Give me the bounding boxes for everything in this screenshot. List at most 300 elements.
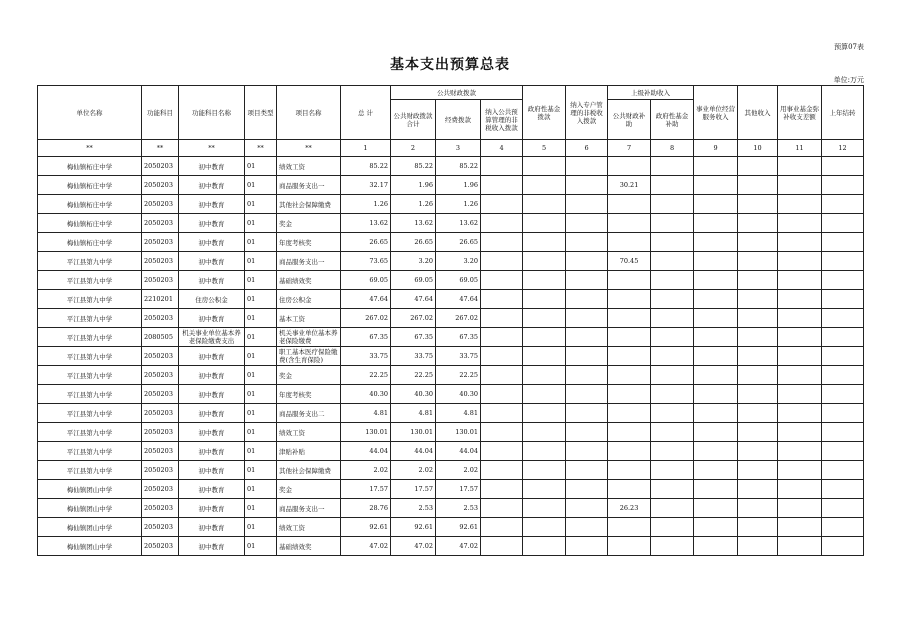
other-income-cell [738,157,778,176]
func-code-cell: 2050203 [142,233,179,252]
total-cell: 32.17 [341,176,391,195]
other-income-cell [738,518,778,537]
reserve-fund-cell [778,423,822,442]
item-type-cell: 01 [245,442,277,461]
item-name-cell: 津贴补贴 [277,442,341,461]
other-income-cell [738,271,778,290]
unit-name-cell: 平江县第九中学 [38,252,142,271]
func-name-cell: 初中教育 [179,176,245,195]
item-type-cell: 01 [245,271,277,290]
item-type-cell: 01 [245,480,277,499]
other-income-cell [738,461,778,480]
table-row [38,176,864,195]
item-name-cell: 绩效工资 [277,157,341,176]
reserve-fund-cell [778,157,822,176]
unit-name-cell: 梅仙镇柘庄中学 [38,157,142,176]
other-income-cell [738,442,778,461]
item-type-cell: 01 [245,214,277,233]
sup-fund-cell [651,518,694,537]
index-cell: 7 [608,140,651,157]
pf-subtotal-cell: 2.02 [391,461,436,480]
item-name-cell: 基础绩效奖 [277,271,341,290]
pf-funds-cell: 17.57 [436,480,481,499]
total-cell: 28.76 [341,499,391,518]
header-business-income: 事业单位经营服务收入 [694,86,738,140]
other-income-cell [738,347,778,366]
unit-name-cell: 平江县第九中学 [38,385,142,404]
table-code-label: 预算07表 [834,43,864,51]
gov-fund-cell [523,518,566,537]
carryover-cell [822,404,864,423]
item-name-cell: 奖金 [277,366,341,385]
total-cell: 92.61 [341,518,391,537]
sup-fund-cell [651,480,694,499]
item-type-cell: 01 [245,290,277,309]
pf-subtotal-cell: 26.65 [391,233,436,252]
carryover-cell [822,309,864,328]
func-name-cell: 初中教育 [179,195,245,214]
total-cell: 1.26 [341,195,391,214]
gov-fund-cell [523,309,566,328]
pf-funds-cell: 47.64 [436,290,481,309]
special-account-cell [566,366,608,385]
gov-fund-cell [523,214,566,233]
func-code-cell: 2050203 [142,347,179,366]
sup-public-cell [608,195,651,214]
index-row [38,140,864,157]
reserve-fund-cell [778,328,822,347]
special-account-cell [566,442,608,461]
reserve-fund-cell [778,347,822,366]
header-pf-funds: 经费拨款 [436,100,481,140]
business-income-cell [694,157,738,176]
gov-fund-cell [523,404,566,423]
gov-fund-cell [523,423,566,442]
header-item-name: 项目名称 [277,86,341,140]
sup-fund-cell [651,309,694,328]
pf-nontax-cell [481,176,523,195]
carryover-cell [822,461,864,480]
reserve-fund-cell [778,252,822,271]
index-cell: 10 [738,140,778,157]
item-name-cell: 绩效工资 [277,423,341,442]
reserve-fund-cell [778,499,822,518]
total-cell: 44.04 [341,442,391,461]
header-total: 总 计 [341,86,391,140]
item-type-cell: 01 [245,176,277,195]
sup-public-cell: 26.23 [608,499,651,518]
gov-fund-cell [523,195,566,214]
carryover-cell [822,290,864,309]
pf-subtotal-cell: 1.96 [391,176,436,195]
item-name-cell: 奖金 [277,214,341,233]
func-code-cell: 2050203 [142,176,179,195]
func-code-cell: 2050203 [142,518,179,537]
func-name-cell: 初中教育 [179,518,245,537]
business-income-cell [694,347,738,366]
item-type-cell: 01 [245,347,277,366]
sup-public-cell [608,233,651,252]
item-type-cell: 01 [245,233,277,252]
business-income-cell [694,195,738,214]
sup-public-cell [608,214,651,233]
func-code-cell: 2050203 [142,366,179,385]
item-name-cell: 其他社会保障缴费 [277,195,341,214]
sup-public-cell [608,518,651,537]
gov-fund-cell [523,385,566,404]
item-type-cell: 01 [245,366,277,385]
unit-name-cell: 平江县第九中学 [38,366,142,385]
carryover-cell [822,480,864,499]
func-code-cell: 2050203 [142,385,179,404]
pf-funds-cell: 130.01 [436,423,481,442]
pf-nontax-cell [481,442,523,461]
total-cell: 73.65 [341,252,391,271]
unit-name-cell: 平江县第九中学 [38,328,142,347]
pf-nontax-cell [481,252,523,271]
special-account-cell [566,176,608,195]
table-row [38,252,864,271]
pf-nontax-cell [481,309,523,328]
other-income-cell [738,499,778,518]
item-type-cell: 01 [245,328,277,347]
func-code-cell: 2050203 [142,442,179,461]
carryover-cell [822,518,864,537]
special-account-cell [566,309,608,328]
sup-fund-cell [651,214,694,233]
gov-fund-cell [523,461,566,480]
func-code-cell: 2050203 [142,404,179,423]
special-account-cell [566,195,608,214]
carryover-cell [822,366,864,385]
func-name-cell: 初中教育 [179,233,245,252]
total-cell: 17.57 [341,480,391,499]
reserve-fund-cell [778,461,822,480]
gov-fund-cell [523,328,566,347]
reserve-fund-cell [778,176,822,195]
sup-public-cell [608,290,651,309]
sup-public-cell [608,537,651,556]
item-type-cell: 01 [245,499,277,518]
pf-nontax-cell [481,423,523,442]
func-code-cell: 2050203 [142,271,179,290]
func-code-cell: 2050203 [142,423,179,442]
func-code-cell: 2050203 [142,499,179,518]
header-sup-fund: 政府性基金补助 [651,100,694,140]
pf-subtotal-cell: 67.35 [391,328,436,347]
total-cell: 47.64 [341,290,391,309]
other-income-cell [738,252,778,271]
func-name-cell: 初中教育 [179,347,245,366]
header-func-name: 功能科目名称 [179,86,245,140]
pf-funds-cell: 1.96 [436,176,481,195]
func-code-cell: 2050203 [142,537,179,556]
item-name-cell: 职工基本医疗保险缴费(含生育保险) [277,347,341,366]
budget-table [37,85,864,556]
table-row [38,309,864,328]
special-account-cell [566,385,608,404]
reserve-fund-cell [778,537,822,556]
other-income-cell [738,366,778,385]
pf-subtotal-cell: 13.62 [391,214,436,233]
index-cell: 3 [436,140,481,157]
index-cell: 11 [778,140,822,157]
pf-nontax-cell [481,499,523,518]
business-income-cell [694,518,738,537]
pf-funds-cell: 67.35 [436,328,481,347]
pf-nontax-cell [481,195,523,214]
pf-funds-cell: 92.61 [436,518,481,537]
unit-name-cell: 梅仙镇团山中学 [38,537,142,556]
pf-nontax-cell [481,214,523,233]
special-account-cell [566,328,608,347]
header-sup-public: 公共财政补助 [608,100,651,140]
carryover-cell [822,442,864,461]
func-code-cell: 2050203 [142,309,179,328]
sup-public-cell [608,309,651,328]
gov-fund-cell [523,233,566,252]
pf-funds-cell: 26.65 [436,233,481,252]
gov-fund-cell [523,347,566,366]
table-row [38,499,864,518]
business-income-cell [694,214,738,233]
unit-name-cell: 平江县第九中学 [38,347,142,366]
carryover-cell [822,214,864,233]
pf-subtotal-cell: 47.02 [391,537,436,556]
pf-funds-cell: 2.02 [436,461,481,480]
total-cell: 22.25 [341,366,391,385]
pf-subtotal-cell: 1.26 [391,195,436,214]
sup-public-cell: 30.21 [608,176,651,195]
special-account-cell [566,480,608,499]
pf-nontax-cell [481,328,523,347]
gov-fund-cell [523,290,566,309]
gov-fund-cell [523,442,566,461]
func-code-cell: 2050203 [142,157,179,176]
unit-name-cell: 梅仙镇团山中学 [38,518,142,537]
sup-fund-cell [651,385,694,404]
business-income-cell [694,404,738,423]
pf-nontax-cell [481,404,523,423]
special-account-cell [566,157,608,176]
pf-funds-cell: 22.25 [436,366,481,385]
sup-fund-cell [651,461,694,480]
business-income-cell [694,176,738,195]
index-cell: ** [38,140,142,157]
business-income-cell [694,328,738,347]
carryover-cell [822,252,864,271]
total-cell: 2.02 [341,461,391,480]
unit-name-cell: 平江县第九中学 [38,309,142,328]
special-account-cell [566,233,608,252]
reserve-fund-cell [778,366,822,385]
item-name-cell: 年度考核奖 [277,233,341,252]
total-cell: 69.05 [341,271,391,290]
index-cell: ** [277,140,341,157]
carryover-cell [822,347,864,366]
total-cell: 26.65 [341,233,391,252]
header-carryover: 上年结转 [822,86,864,140]
func-code-cell: 2050203 [142,195,179,214]
header-special-account: 纳入专户管理的非税收入拨款 [566,86,608,140]
header-other-income: 其他收入 [738,86,778,140]
func-name-cell: 初中教育 [179,271,245,290]
reserve-fund-cell [778,480,822,499]
item-name-cell: 商品服务支出一 [277,499,341,518]
table-row [38,461,864,480]
sup-fund-cell [651,157,694,176]
table-row [38,157,864,176]
item-type-cell: 01 [245,385,277,404]
total-cell: 40.30 [341,385,391,404]
gov-fund-cell [523,271,566,290]
business-income-cell [694,423,738,442]
sup-public-cell [608,423,651,442]
pf-subtotal-cell: 3.20 [391,252,436,271]
other-income-cell [738,233,778,252]
pf-subtotal-cell: 44.04 [391,442,436,461]
sup-fund-cell [651,423,694,442]
total-cell: 4.81 [341,404,391,423]
index-cell: ** [245,140,277,157]
item-name-cell: 基本工资 [277,309,341,328]
gov-fund-cell [523,176,566,195]
business-income-cell [694,385,738,404]
table-body [38,157,864,556]
table-row [38,404,864,423]
reserve-fund-cell [778,195,822,214]
table-row [38,518,864,537]
other-income-cell [738,328,778,347]
unit-name-cell: 平江县第九中学 [38,271,142,290]
reserve-fund-cell [778,271,822,290]
table-row [38,214,864,233]
func-code-cell: 2080505 [142,328,179,347]
pf-nontax-cell [481,480,523,499]
gov-fund-cell [523,499,566,518]
header-pf-subtotal: 公共财政拨款合计 [391,100,436,140]
item-name-cell: 商品服务支出二 [277,404,341,423]
sup-fund-cell [651,290,694,309]
carryover-cell [822,157,864,176]
business-income-cell [694,366,738,385]
pf-funds-cell: 2.53 [436,499,481,518]
business-income-cell [694,271,738,290]
pf-nontax-cell [481,271,523,290]
unit-name-cell: 梅仙镇柘庄中学 [38,233,142,252]
total-cell: 13.62 [341,214,391,233]
carryover-cell [822,537,864,556]
pf-funds-cell: 3.20 [436,252,481,271]
item-type-cell: 01 [245,404,277,423]
sup-public-cell [608,328,651,347]
special-account-cell [566,404,608,423]
other-income-cell [738,423,778,442]
pf-subtotal-cell: 267.02 [391,309,436,328]
special-account-cell [566,461,608,480]
item-type-cell: 01 [245,157,277,176]
func-code-cell: 2050203 [142,480,179,499]
sup-public-cell [608,461,651,480]
index-cell: 8 [651,140,694,157]
table-row [38,423,864,442]
table-row [38,537,864,556]
reserve-fund-cell [778,442,822,461]
other-income-cell [738,176,778,195]
func-name-cell: 初中教育 [179,442,245,461]
header-item-type: 项目类型 [245,86,277,140]
unit-name-cell: 平江县第九中学 [38,442,142,461]
special-account-cell [566,271,608,290]
business-income-cell [694,233,738,252]
pf-nontax-cell [481,385,523,404]
table-row [38,271,864,290]
item-type-cell: 01 [245,195,277,214]
carryover-cell [822,423,864,442]
business-income-cell [694,537,738,556]
business-income-cell [694,290,738,309]
unit-name-cell: 梅仙镇柘庄中学 [38,214,142,233]
sup-fund-cell [651,233,694,252]
gov-fund-cell [523,157,566,176]
business-income-cell [694,461,738,480]
index-cell: 5 [523,140,566,157]
unit-name-cell: 梅仙镇柘庄中学 [38,176,142,195]
unit-label: 单位:万元 [833,76,864,84]
item-name-cell: 奖金 [277,480,341,499]
item-name-cell: 其他社会保障缴费 [277,461,341,480]
pf-funds-cell: 85.22 [436,157,481,176]
func-name-cell: 初中教育 [179,461,245,480]
sup-fund-cell [651,252,694,271]
item-name-cell: 基础绩效奖 [277,537,341,556]
reserve-fund-cell [778,290,822,309]
pf-subtotal-cell: 40.30 [391,385,436,404]
carryover-cell [822,271,864,290]
table-row [38,347,864,366]
table-row [38,233,864,252]
table-row [38,328,864,347]
item-type-cell: 01 [245,252,277,271]
sup-public-cell [608,385,651,404]
sup-public-cell [608,271,651,290]
sup-public-cell [608,347,651,366]
unit-name-cell: 平江县第九中学 [38,404,142,423]
sup-public-cell [608,404,651,423]
pf-subtotal-cell: 130.01 [391,423,436,442]
pf-subtotal-cell: 85.22 [391,157,436,176]
table-row [38,442,864,461]
other-income-cell [738,214,778,233]
page-title: 基本支出预算总表 [390,57,510,73]
gov-fund-cell [523,252,566,271]
pf-nontax-cell [481,233,523,252]
sup-fund-cell [651,271,694,290]
carryover-cell [822,233,864,252]
pf-subtotal-cell: 33.75 [391,347,436,366]
pf-nontax-cell [481,157,523,176]
pf-funds-cell: 33.75 [436,347,481,366]
func-name-cell: 初中教育 [179,480,245,499]
total-cell: 130.01 [341,423,391,442]
special-account-cell [566,347,608,366]
total-cell: 47.02 [341,537,391,556]
item-type-cell: 01 [245,309,277,328]
pf-nontax-cell [481,518,523,537]
other-income-cell [738,480,778,499]
header-func-code: 功能科目 [142,86,179,140]
special-account-cell [566,290,608,309]
